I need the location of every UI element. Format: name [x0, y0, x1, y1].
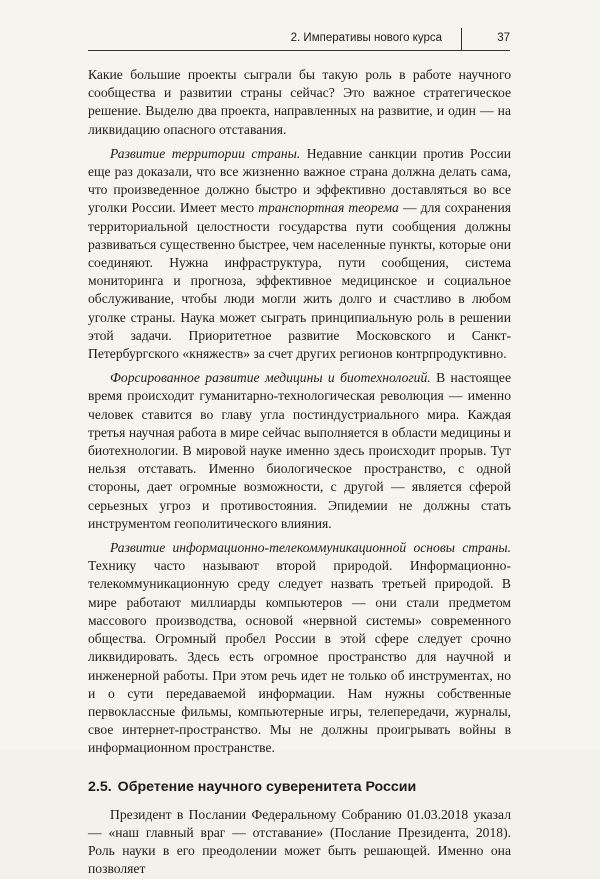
paragraph-infocomm [88, 539, 511, 757]
paragraph-text: Технику часто называют второй природой. Информационно-телекоммуникационную среду следует назвать третьей природой. В мире работают миллиарды компьютеров — они стали предметом массового производства, основой «нервной системы» современного общества. Огромный пробел России в этой сфере следует срочно ликвидировать. Здесь есть огромное пространство для научной и инженерной работы. При этом речь идет не только об инструментах, но и о сути передаваемой информации. Нам нужны собственные первоклассные фильмы, компьютерные игры, телепередачи, журналы, свое интернет-пространство. Мы не должны проигрывать войны в информационном пространстве. [88, 558, 511, 756]
paragraph-intro: Какие большие проекты сыграли бы такую роль в работе научного сообщества и развитии страны сейчас? Это важное стратегическое решение. Выделю два проекта, направленных на развитие, и один — на ликвидацию опасного отставания. [88, 67, 511, 137]
paragraph-text: В настоящее время происходит гуманитарно-технологическая революция — именно человек ставится во главу угла постиндустриального мира. Каждая третья научная работа в мире сейчас выполняется в области медицины и биотехнологии. В мировой науке именно здесь происходит прорыв. Тут нельзя отставать. Именно биологическое пространство, с одной стороны, дает огромные возможности, с другой — является сферой серьезных угроз и противостояния. Эпидемии не должны стать инструментом геополитического влияния. [88, 370, 511, 531]
paragraph-lead: Развитие территории страны. [110, 145, 301, 161]
paragraph-text: — для сохранения территориальной целостности государства пути сообщения должны развиваться существенно быстрее, чем населенные пункты, которые они соединяют. Нужна инфраструктура, пути сообщения, система мониторинга и прогноза, эффективное медицинское и социальное обслуживание, чтобы люди могли жить долго и счастливо в любом уголке страны. Наука может сыграть принципиальную роль в решении этой задачи. Приоритетное развитие Московского и Санкт-Петербургского «княжеств» за счет других регионов контрпродуктивно. [88, 200, 511, 362]
paragraph-text: Недавние санкции против России еще раз доказали, что все жизненно важное страна должна делать сама, что произведенное должно быстро и эффективно доставляться во все уголки России. Имеет место [88, 145, 511, 216]
section-title: Обретение научного суверенитета России [117, 778, 417, 795]
inline-term: транспортная теорема [258, 200, 399, 216]
section-number: 2.5. [88, 778, 112, 795]
chapter-title: 2. Императивы нового курса [290, 32, 442, 44]
page-number: 37 [497, 32, 510, 44]
running-header [88, 28, 510, 51]
paragraph-territory [88, 145, 511, 363]
section-heading [88, 778, 511, 796]
body-text [88, 66, 511, 879]
paragraph-medicine [88, 369, 511, 533]
header-separator [461, 28, 462, 50]
paragraph-lead: Форсированное развитие медицины и биотехнологий. [110, 370, 431, 386]
paragraph-president: Президент в Послании Федеральному Собранию 01.03.2018 указал — «наш главный враг — отставание» (Послание Президента, 2018). Роль науки в его преодолении может быть решающей. Именно она позволяет [88, 806, 511, 877]
paragraph-lead: Развитие информационно-телекоммуникационной основы страны. [110, 540, 511, 556]
